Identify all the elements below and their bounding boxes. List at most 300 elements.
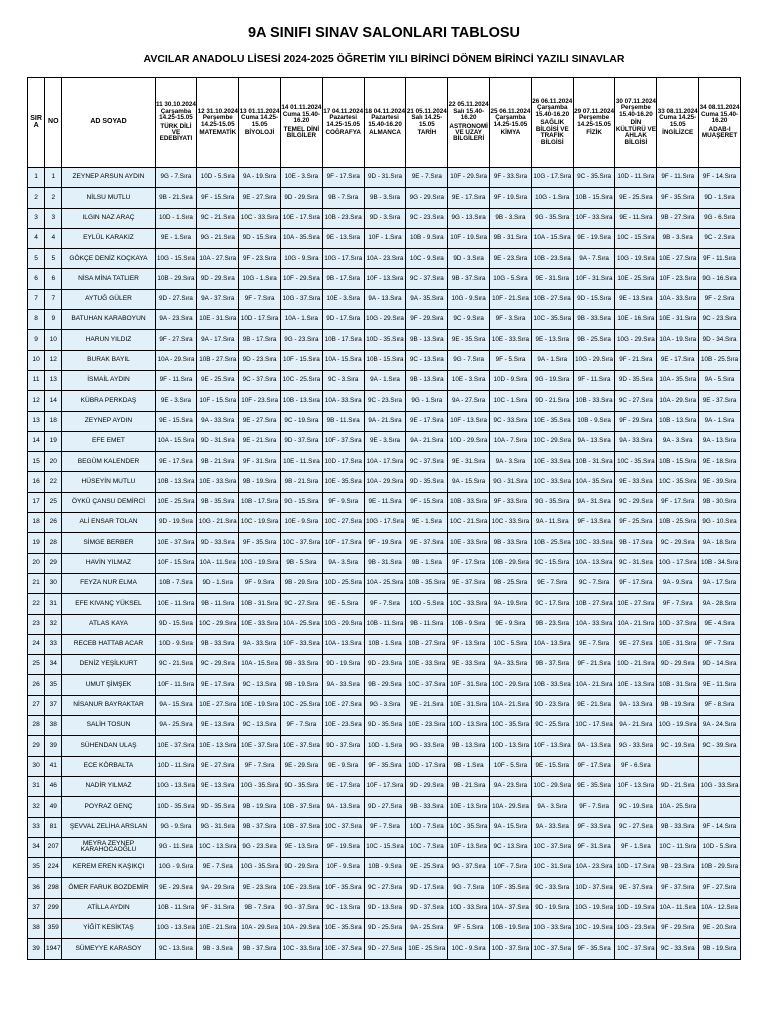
seat-cell xyxy=(657,756,699,776)
table-row xyxy=(28,513,741,533)
seat-cell: 10E - 13.Sıra xyxy=(615,675,657,695)
seat-cell: 10A - 35.Sıra xyxy=(657,370,699,390)
row-no: 19 xyxy=(45,431,62,451)
seat-cell: 10E - 33.Sıra xyxy=(197,472,239,492)
seat-cell: 9C - 39.Sıra xyxy=(699,736,741,756)
seat-cell: 9C - 21.Sıra xyxy=(155,655,197,675)
seat-cell: 9B - 13.Sıra xyxy=(448,736,490,756)
student-name: EFE EMET xyxy=(62,431,155,451)
seat-cell: 9C - 29.Sıra xyxy=(197,655,239,675)
seat-cell: 9F - 14.Sıra xyxy=(699,817,741,837)
seat-cell: 10A - 17.Sıra xyxy=(364,452,406,472)
table-row xyxy=(28,188,741,208)
seat-cell: 10A - 13.Sıra xyxy=(531,634,573,654)
exam-date: 34 08.11.2024 Cuma 15.40-16.20 xyxy=(699,104,740,125)
seat-cell: 9E - 7.Sıra xyxy=(531,573,573,593)
seat-cell: 9A - 1.Sıra xyxy=(699,411,741,431)
seat-cell: 10C - 33.Sıra xyxy=(490,513,532,533)
seat-cell: 9C - 27.Sıra xyxy=(615,817,657,837)
seat-cell: 10B - 29.Sıra xyxy=(699,858,741,878)
seat-cell: 9F - 15.Sıra xyxy=(406,492,448,512)
student-name: RECEB HATTAB ACAR xyxy=(62,634,155,654)
exam-subject: ASTRONOMİ VE UZAY BİLGİLERİ xyxy=(449,122,488,143)
seat-cell: 10C - 35.Sıra xyxy=(490,716,532,736)
student-name: SİMGE BERBER xyxy=(62,533,155,553)
seat-cell: 10B - 11.Sıra xyxy=(364,614,406,634)
seat-cell: 9B - 35.Sıra xyxy=(197,492,239,512)
student-name: ŞEVVAL ZELİHA ARSLAN xyxy=(62,817,155,837)
exam-subject: ALMANCA xyxy=(369,128,401,136)
seat-cell: 9G - 23.Sıra xyxy=(280,330,322,350)
seat-cell: 9B - 23.Sıra xyxy=(531,614,573,634)
seat-cell: 10D - 13.Sıra xyxy=(490,736,532,756)
seat-cell: 10C - 29.Sıra xyxy=(490,675,532,695)
row-sira: 39 xyxy=(28,939,45,959)
seat-cell: 10D - 37.Sıra xyxy=(573,878,615,898)
seat-cell: 9F - 27.Sıra xyxy=(699,878,741,898)
seat-cell: 10G - 1.Sıra xyxy=(531,188,573,208)
seat-cell: 10B - 29.Sıra xyxy=(490,553,532,573)
seat-cell: 10A - 37.Sıra xyxy=(490,898,532,918)
table-row xyxy=(28,898,741,918)
seat-cell: 9F - 17.Sıra xyxy=(573,756,615,776)
seat-cell: 10E - 35.Sıra xyxy=(531,411,573,431)
seat-cell: 9E - 13.Sıra xyxy=(280,837,322,857)
seat-cell: 9A - 13.Sıra xyxy=(573,736,615,756)
seat-cell: 9F - 31.Sıra xyxy=(573,837,615,857)
seat-cell: 10F - 19.Sıra xyxy=(448,228,490,248)
student-name: ILGIN NAZ ARAÇ xyxy=(62,208,155,228)
seat-cell: 9B - 29.Sıra xyxy=(364,675,406,695)
seat-cell: 9A - 19.Sıra xyxy=(239,168,281,188)
seat-cell: 10D - 17.Sıra xyxy=(239,310,281,330)
table-row xyxy=(28,431,741,451)
seat-cell: 9F - 19.Sıra xyxy=(322,837,364,857)
seat-cell: 9F - 33.Sıra xyxy=(490,168,532,188)
seat-cell: 9F - 29.Sıra xyxy=(615,411,657,431)
row-sira: 21 xyxy=(28,573,45,593)
seat-cell: 9B - 11.Sıra xyxy=(406,614,448,634)
row-sira: 28 xyxy=(28,716,45,736)
student-name: UMUT ŞİMŞEK xyxy=(62,675,155,695)
seat-cell: 9D - 21.Sıra xyxy=(531,391,573,411)
seat-cell: 9A - 25.Sıra xyxy=(155,716,197,736)
seat-cell: 10G - 5.Sıra xyxy=(490,269,532,289)
seat-cell: 9E - 15.Sıra xyxy=(531,756,573,776)
seat-cell: 10A - 35.Sıra xyxy=(573,472,615,492)
seat-cell: 10C - 15.Sıra xyxy=(615,228,657,248)
seat-cell: 10D - 25.Sıra xyxy=(322,573,364,593)
table-row xyxy=(28,350,741,370)
row-no: 12 xyxy=(45,350,62,370)
seat-cell: 10F - 29.Sıra xyxy=(280,269,322,289)
seat-cell: 9B - 33.Sıra xyxy=(657,817,699,837)
seat-cell: 9F - 2.Sıra xyxy=(699,289,741,309)
seat-cell: 9D - 3.Sıra xyxy=(364,208,406,228)
seat-cell: 9F - 11.Sıra xyxy=(573,370,615,390)
table-row xyxy=(28,858,741,878)
seat-cell: 10E - 33.Sıra xyxy=(239,614,281,634)
seat-cell: 9E - 27.Sıra xyxy=(239,411,281,431)
seat-cell: 9E - 37.Sıra xyxy=(448,573,490,593)
table-row xyxy=(28,391,741,411)
row-sira: 3 xyxy=(28,208,45,228)
seat-cell: 10C - 29.Sıra xyxy=(531,776,573,796)
seat-cell: 9D - 17.Sıra xyxy=(322,310,364,330)
row-no: 30 xyxy=(45,573,62,593)
seat-cell: 9B - 19.Sıra xyxy=(280,675,322,695)
row-no: 81 xyxy=(45,817,62,837)
seat-cell: 9G - 33.Sıra xyxy=(615,736,657,756)
seat-cell: 9C - 23.Sıra xyxy=(364,391,406,411)
table-row xyxy=(28,472,741,492)
row-sira: 17 xyxy=(28,492,45,512)
seat-cell: 9E - 27.Sıra xyxy=(197,756,239,776)
exam-date: 12 31.10.2024 Perşembe 14.25-15.05 xyxy=(197,107,238,128)
exam-column-header xyxy=(699,78,741,168)
seat-cell: 10E - 21.Sıra xyxy=(197,918,239,938)
page-subtitle: AVCILAR ANADOLU LİSESİ 2024-2025 ÖĞRETİM YILI BİRİNCİ DÖNEM BİRİNCİ YAZILI SINAVLAR xyxy=(143,53,625,65)
seat-cell: 10G - 9.Sıra xyxy=(280,249,322,269)
seat-cell: 9B - 11.Sıra xyxy=(322,411,364,431)
seat-cell: 9A - 33.Sıra xyxy=(615,431,657,451)
seat-cell: 10G - 13.Sıra xyxy=(155,918,197,938)
seat-cell: 10B - 27.Sıra xyxy=(197,350,239,370)
row-sira: 15 xyxy=(28,452,45,472)
seat-cell: 10B - 1.Sıra xyxy=(364,634,406,654)
seat-cell: 9E - 20.Sıra xyxy=(699,918,741,938)
seat-cell: 10F - 11.Sıra xyxy=(155,675,197,695)
seat-cell: 9C - 19.Sıra xyxy=(657,736,699,756)
seat-cell: 10F - 13.Sıra xyxy=(615,776,657,796)
seat-cell: 10D - 5.Sıra xyxy=(699,837,741,857)
seat-cell: 10G - 17.Sıra xyxy=(364,513,406,533)
row-no: 6 xyxy=(45,269,62,289)
seat-cell: 9B - 1.Sıra xyxy=(448,756,490,776)
seat-cell: 10D - 5.Sıra xyxy=(406,594,448,614)
seat-cell: 9F - 33.Sıra xyxy=(573,817,615,837)
seat-cell: 9E - 7.Sıra xyxy=(197,858,239,878)
student-name: ZEYNEP ARSUN AYDIN xyxy=(62,168,155,188)
seat-cell: 10A - 19.Sıra xyxy=(657,330,699,350)
seat-cell: 9B - 33.Sıra xyxy=(573,310,615,330)
row-sira: 20 xyxy=(28,553,45,573)
seat-cell: 9D - 34.Sıra xyxy=(699,330,741,350)
seat-cell: 9F - 29.Sıra xyxy=(406,310,448,330)
table-row xyxy=(28,675,741,695)
seat-cell: 10E - 23.Sıra xyxy=(322,716,364,736)
seat-cell: 10G - 17.Sıra xyxy=(531,168,573,188)
seat-cell: 9D - 31.Sıra xyxy=(364,168,406,188)
seat-cell: 10A - 33.Sıra xyxy=(657,289,699,309)
seat-cell: 10E - 11.Sıra xyxy=(280,452,322,472)
seat-cell: 10G - 13.Sıra xyxy=(155,776,197,796)
seat-cell: 10D - 19.Sıra xyxy=(615,898,657,918)
seat-cell: 9C - 13.Sıra xyxy=(406,350,448,370)
seat-cell: 9B - 21.Sıra xyxy=(155,188,197,208)
seat-cell: 10B - 29.Sıra xyxy=(155,269,197,289)
seat-cell: 10A - 7.Sıra xyxy=(490,431,532,451)
seat-cell: 9D - 23.Sıra xyxy=(239,350,281,370)
table-row xyxy=(28,837,741,857)
seat-cell: 9A - 13.Sıra xyxy=(322,797,364,817)
seat-cell: 10G - 29.Sıra xyxy=(322,614,364,634)
seat-cell: 10E - 11.Sıra xyxy=(155,594,197,614)
seat-cell: 10F - 15.Sıra xyxy=(280,350,322,370)
exam-subject: TARİH xyxy=(417,128,437,136)
seat-cell: 9B - 19.Sıra xyxy=(657,695,699,715)
seat-cell: 10F - 29.Sıra xyxy=(448,168,490,188)
row-sira: 14 xyxy=(28,431,45,451)
seat-cell: 9C - 37.Sıra xyxy=(239,370,281,390)
seat-cell: 9D - 13.Sıra xyxy=(364,898,406,918)
exam-date: 11 30.10.2024 Çarşamba 14.25-15.05 xyxy=(155,101,196,122)
seat-cell: 9G - 3.Sıra xyxy=(364,695,406,715)
seat-cell: 9C - 13.Sıra xyxy=(239,716,281,736)
table-row xyxy=(28,330,741,350)
table-row xyxy=(28,878,741,898)
seat-cell: 9E - 13.Sıra xyxy=(197,716,239,736)
seat-cell: 9E - 23.Sıra xyxy=(490,249,532,269)
row-no: 46 xyxy=(45,776,62,796)
table-row xyxy=(28,492,741,512)
row-no: 18 xyxy=(45,411,62,431)
seat-cell: 10E - 27.Sıra xyxy=(322,695,364,715)
seat-cell: 10F - 35.Sıra xyxy=(490,878,532,898)
seat-cell: 9F - 29.Sıra xyxy=(657,918,699,938)
seat-cell: 9F - 7.Sıra xyxy=(364,594,406,614)
seat-cell: 10E - 27.Sıra xyxy=(615,594,657,614)
row-sira: 9 xyxy=(28,330,45,350)
seat-cell: 10C - 35.Sıra xyxy=(531,310,573,330)
student-name: İSMAİL AYDIN xyxy=(62,370,155,390)
seat-cell: 10D - 7.Sıra xyxy=(406,817,448,837)
seat-cell: 9A - 33.Sıra xyxy=(197,411,239,431)
seat-cell: 10B - 23.Sıra xyxy=(531,249,573,269)
seat-cell: 9B - 21.Sıra xyxy=(280,472,322,492)
seat-cell: 9C - 13.Sıra xyxy=(490,837,532,857)
seat-cell: 9A - 23.Sıra xyxy=(155,310,197,330)
student-name: ÖMER FARUK BOZDEMİR xyxy=(62,878,155,898)
student-name: BEGÜM KALENDER xyxy=(62,452,155,472)
seat-cell: 9E - 21.Sıra xyxy=(239,431,281,451)
seat-cell: 9F - 25.Sıra xyxy=(615,513,657,533)
seat-cell: 10B - 13.Sıra xyxy=(155,472,197,492)
table-row xyxy=(28,411,741,431)
seat-cell: 9F - 17.Sıra xyxy=(657,492,699,512)
seat-cell: 10F - 13.Sıra xyxy=(364,269,406,289)
exam-date: 21 05.11.2024 Salı 14.25-15.05 xyxy=(406,107,447,128)
seat-cell: 9F - 13.Sıra xyxy=(448,634,490,654)
row-no: 34 xyxy=(45,655,62,675)
seat-cell: 10D - 11.Sıra xyxy=(615,168,657,188)
seat-cell: 10E - 37.Sıra xyxy=(239,736,281,756)
seat-cell: 9D - 35.Sıra xyxy=(364,716,406,736)
seat-cell: 9B - 7.Sıra xyxy=(322,188,364,208)
exam-date: 14 01.11.2024 Cuma 15.40-16.20 xyxy=(281,104,322,125)
seat-cell: 9D - 35.Sıra xyxy=(406,472,448,492)
student-name: ATLAS KAYA xyxy=(62,614,155,634)
row-no: 10 xyxy=(45,330,62,350)
seat-cell: 10G - 37.Sıra xyxy=(280,289,322,309)
exam-column-header xyxy=(490,78,532,168)
exam-date: 17 04.11.2024 Pazartesi 14.25-15.05 xyxy=(323,107,364,128)
exam-date: 26 06.11.2024 Çarşamba 15.40-16.20 xyxy=(532,98,573,118)
student-name: NİLSU MUTLU xyxy=(62,188,155,208)
seat-cell: 9A - 17.Sıra xyxy=(699,573,741,593)
seat-cell: 10B - 25.Sıra xyxy=(657,513,699,533)
exam-column-header xyxy=(280,78,322,168)
seat-cell: 9D - 29.Sıra xyxy=(406,776,448,796)
seat-cell: 9F - 14.Sıra xyxy=(699,168,741,188)
seat-cell: 9A - 18.Sıra xyxy=(699,533,741,553)
seat-cell: 10C - 19.Sıra xyxy=(573,918,615,938)
seat-cell: 10A - 25.Sıra xyxy=(657,797,699,817)
seat-cell: 9A - 3.Sıra xyxy=(322,553,364,573)
seat-cell: 10F - 33.Sıra xyxy=(573,208,615,228)
seat-cell: 10E - 31.Sıra xyxy=(657,310,699,330)
seat-cell: 9F - 37.Sıra xyxy=(657,878,699,898)
seat-cell: 10F - 37.Sıra xyxy=(322,431,364,451)
seat-cell: 10A - 23.Sıra xyxy=(364,249,406,269)
table-row xyxy=(28,269,741,289)
seat-cell: 9F - 21.Sıra xyxy=(573,655,615,675)
seat-cell: 9E - 21.Sıra xyxy=(573,695,615,715)
seat-cell: 9G - 10.Sıra xyxy=(699,513,741,533)
row-no: 26 xyxy=(45,513,62,533)
column-header-sira: SIRA xyxy=(28,78,45,168)
seat-cell: 10F - 15.Sıra xyxy=(197,391,239,411)
table-row xyxy=(28,695,741,715)
row-no: 39 xyxy=(45,736,62,756)
seat-cell: 9E - 29.Sıra xyxy=(155,878,197,898)
seat-cell: 10D - 5.Sıra xyxy=(197,168,239,188)
seat-cell: 10G - 33.Sıra xyxy=(699,776,741,796)
seat-cell: 10A - 29.Sıra xyxy=(280,918,322,938)
seat-cell: 9F - 17.Sıra xyxy=(322,168,364,188)
seat-cell: 9B - 5.Sıra xyxy=(280,553,322,573)
seat-cell: 9D - 35.Sıra xyxy=(615,370,657,390)
seat-cell: 9D - 27.Sıra xyxy=(364,939,406,959)
seat-cell: 10F - 33.Sıra xyxy=(280,634,322,654)
seat-cell: 10C - 15.Sıra xyxy=(364,837,406,857)
seat-cell: 9G - 29.Sıra xyxy=(406,188,448,208)
seat-cell: 9B - 37.Sıra xyxy=(239,939,281,959)
seat-cell: 9D - 1.Sıra xyxy=(197,573,239,593)
student-name: GÖKÇE DENİZ KOÇKAYA xyxy=(62,249,155,269)
seat-cell: 10B - 15.Sıra xyxy=(364,350,406,370)
seat-cell: 10A - 12.Sıra xyxy=(699,898,741,918)
seat-cell: 10B - 19.Sıra xyxy=(490,918,532,938)
seat-cell: 9D - 19.Sıra xyxy=(322,655,364,675)
seat-cell: 10B - 25.Sıra xyxy=(531,533,573,553)
row-sira: 11 xyxy=(28,370,45,390)
seat-cell: 10E - 25.Sıra xyxy=(155,492,197,512)
seat-cell: 9A - 3.Sıra xyxy=(531,797,573,817)
seat-cell: 9E - 31.Sıra xyxy=(448,452,490,472)
seat-cell: 10C - 17.Sıra xyxy=(573,716,615,736)
seat-cell: 9E - 3.Sıra xyxy=(155,391,197,411)
seat-cell: 9C - 17.Sıra xyxy=(531,594,573,614)
seat-cell: 10B - 17.Sıra xyxy=(239,492,281,512)
table-row xyxy=(28,168,741,188)
seat-cell: 10E - 19.Sıra xyxy=(239,695,281,715)
seat-cell: 10D - 17.Sıra xyxy=(322,452,364,472)
row-no: 22 xyxy=(45,472,62,492)
row-sira: 18 xyxy=(28,513,45,533)
row-sira: 8 xyxy=(28,310,45,330)
seat-cell: 10D - 9.Sıra xyxy=(490,370,532,390)
seat-cell: 9G - 16.Sıra xyxy=(699,269,741,289)
row-sira: 5 xyxy=(28,249,45,269)
seat-cell: 9C - 33.Sıra xyxy=(490,411,532,431)
exam-date: 33 08.11.2024 Cuma 14.25-15.05 xyxy=(657,107,698,128)
seat-cell: 9C - 19.Sıra xyxy=(280,411,322,431)
student-name: AYTUĞ GÜLER xyxy=(62,289,155,309)
seat-cell: 10D - 37.Sıra xyxy=(490,939,532,959)
seat-cell: 9D - 37.Sıra xyxy=(322,736,364,756)
table-row xyxy=(28,249,741,269)
row-no: 38 xyxy=(45,716,62,736)
seat-cell: 9F - 15.Sıra xyxy=(197,188,239,208)
seat-cell: 9C - 25.Sıra xyxy=(531,716,573,736)
seat-cell: 9C - 3.Sıra xyxy=(322,370,364,390)
seat-cell: 9B - 33.Sıra xyxy=(406,797,448,817)
student-name: HAVİN YILMAZ xyxy=(62,553,155,573)
table-row xyxy=(28,756,741,776)
seat-cell: 9B - 37.Sıra xyxy=(531,655,573,675)
seat-cell: 10A - 21.Sıra xyxy=(573,675,615,695)
seat-cell: 9F - 11.Sıra xyxy=(657,168,699,188)
seat-cell: 10B - 27.Sıra xyxy=(406,634,448,654)
seat-cell: 9F - 7.Sıra xyxy=(699,634,741,654)
seat-cell: 10A - 29.Sıra xyxy=(490,797,532,817)
exam-subject: İNGİLİZCE xyxy=(662,128,694,136)
seat-cell: 9C - 37.Sıra xyxy=(406,452,448,472)
seat-cell: 9E - 7.Sıra xyxy=(573,634,615,654)
seat-cell: 10B - 11.Sıra xyxy=(155,898,197,918)
exam-date: 29 07.11.2024 Perşembe 14.25-15.05 xyxy=(574,107,615,128)
row-sira: 23 xyxy=(28,614,45,634)
seat-cell: 9F - 11.Sıra xyxy=(155,370,197,390)
seat-cell: 9B - 25.Sıra xyxy=(573,330,615,350)
seat-cell: 10A - 15.Sıra xyxy=(322,350,364,370)
seat-cell: 10D - 29.Sıra xyxy=(448,431,490,451)
seat-cell: 10E - 13.Sıra xyxy=(197,736,239,756)
seat-cell: 10C - 5.Sıra xyxy=(490,634,532,654)
seat-cell: 10B - 33.Sıra xyxy=(531,675,573,695)
seat-cell: 9E - 19.Sıra xyxy=(573,228,615,248)
seat-cell: 10E - 37.Sıra xyxy=(155,533,197,553)
seat-cell: 10G - 29.Sıra xyxy=(615,330,657,350)
table-row xyxy=(28,594,741,614)
seat-cell: 9E - 17.Sıra xyxy=(448,188,490,208)
exam-subject: FİZİK xyxy=(586,128,602,136)
table-row xyxy=(28,776,741,796)
seat-cell: 10B - 37.Sıra xyxy=(280,797,322,817)
seat-cell: 9E - 13.Sıra xyxy=(615,289,657,309)
seat-cell: 10F - 31.Sıra xyxy=(448,675,490,695)
seat-cell: 10C - 1.Sıra xyxy=(490,391,532,411)
seat-cell: 9A - 21.Sıra xyxy=(406,431,448,451)
seat-cell: 9G - 1.Sıra xyxy=(406,391,448,411)
seat-cell: 9B - 31.Sıra xyxy=(364,553,406,573)
row-no: 1 xyxy=(45,168,62,188)
table-body xyxy=(28,168,741,960)
seat-cell: 9D - 21.Sıra xyxy=(657,776,699,796)
exam-column-header xyxy=(364,78,406,168)
seat-cell: 9A - 35.Sıra xyxy=(406,289,448,309)
